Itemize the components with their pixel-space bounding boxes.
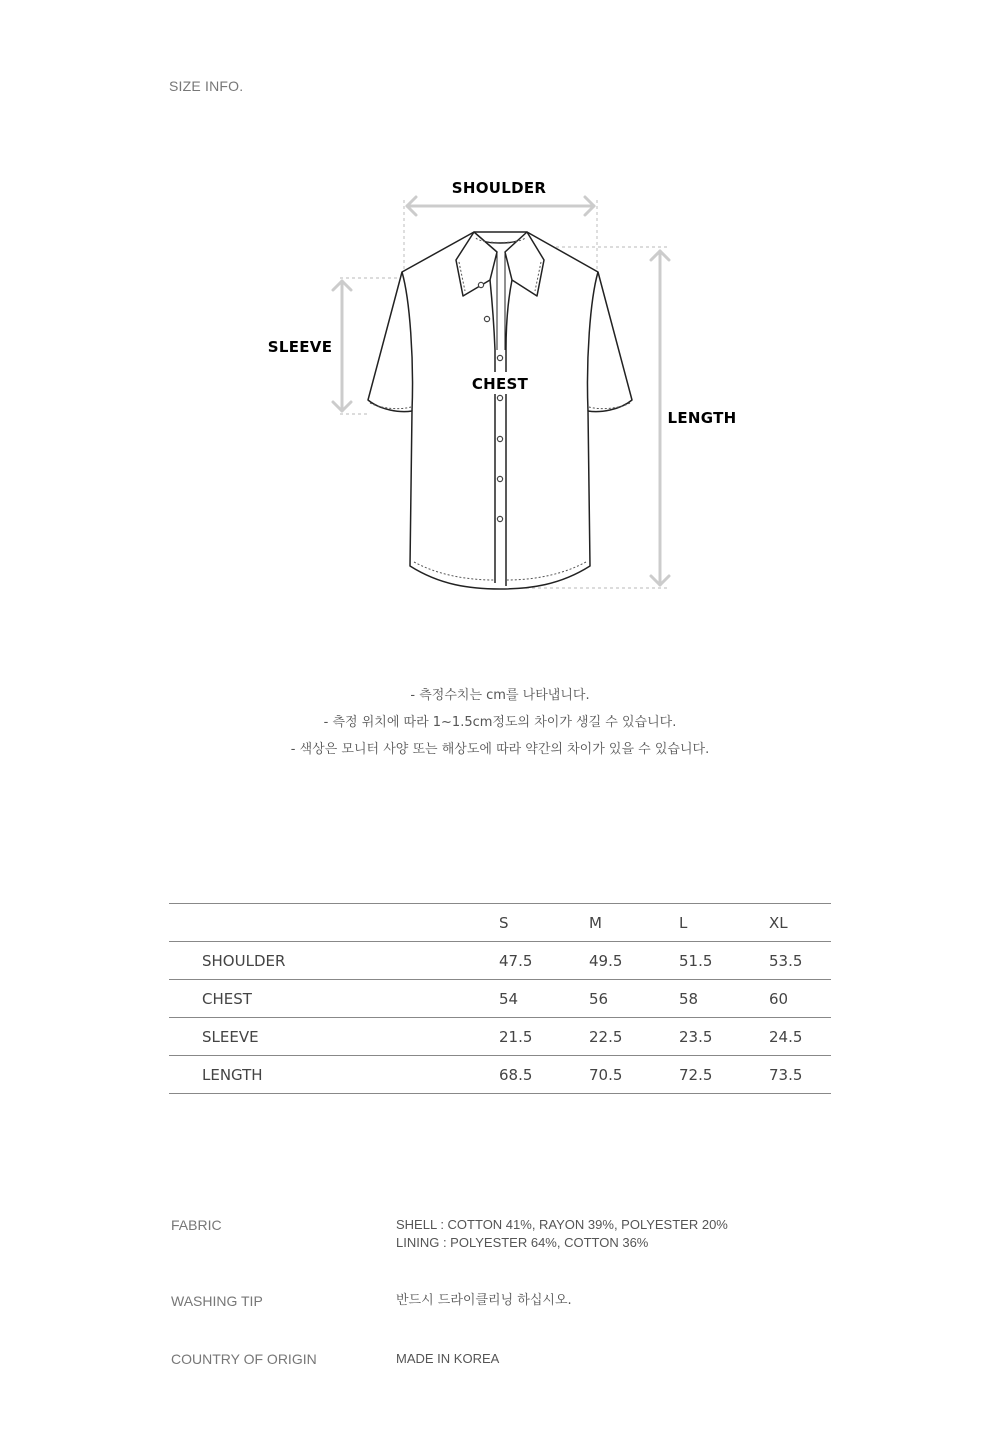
- row-label: CHEST: [202, 989, 252, 1008]
- table-row: [169, 1056, 831, 1094]
- table-cell: 73.5: [769, 1065, 803, 1084]
- table-row: [169, 1018, 831, 1056]
- table-header-row: [169, 904, 831, 942]
- table-cell: 47.5: [499, 951, 533, 970]
- washing-tip-label: WASHING TIP: [171, 1293, 263, 1309]
- fabric-line: LINING : POLYESTER 64%, COTTON 36%: [396, 1235, 649, 1250]
- row-label: SHOULDER: [202, 951, 286, 970]
- country-of-origin-value: MADE IN KOREA: [396, 1351, 500, 1366]
- size-table: [169, 903, 831, 1094]
- column-header: XL: [769, 913, 788, 932]
- column-header: S: [499, 913, 509, 932]
- table-cell: 72.5: [679, 1065, 713, 1084]
- column-header: M: [589, 913, 602, 932]
- row-label: SLEEVE: [202, 1027, 259, 1046]
- note-line: - 색상은 모니터 사양 또는 해상도에 따라 약간의 차이가 있을 수 있습니다.: [290, 742, 710, 757]
- note-line: - 측정 위치에 따라 1~1.5cm정도의 차이가 생길 수 있습니다.: [323, 715, 677, 730]
- column-header: L: [679, 913, 688, 932]
- table-row: [169, 980, 831, 1018]
- shoulder-arrow: [407, 197, 594, 215]
- note-line: - 측정수치는 cm를 나타냅니다.: [410, 688, 590, 703]
- table-cell: 53.5: [769, 951, 803, 970]
- chest-label: CHEST: [471, 375, 529, 393]
- shoulder-label: SHOULDER: [451, 179, 547, 197]
- shirt-outline: [368, 232, 632, 589]
- table-cell: 58: [679, 989, 699, 1008]
- country-of-origin-label: COUNTRY OF ORIGIN: [171, 1351, 317, 1367]
- table-cell: 49.5: [589, 951, 623, 970]
- fabric-value: [396, 1216, 728, 1252]
- table-cell: 23.5: [679, 1027, 713, 1046]
- row-label: LENGTH: [202, 1065, 263, 1084]
- length-label: LENGTH: [667, 409, 737, 427]
- table-cell: 54: [499, 989, 519, 1008]
- table-cell: 22.5: [589, 1027, 623, 1046]
- table-cell: 68.5: [499, 1065, 533, 1084]
- sleeve-label: SLEEVE: [267, 338, 333, 356]
- washing-tip-value: 반드시 드라이클리닝 하십시오.: [396, 1293, 572, 1308]
- table-cell: 21.5: [499, 1027, 533, 1046]
- fabric-label: FABRIC: [171, 1217, 222, 1233]
- page-title: SIZE INFO.: [169, 78, 244, 94]
- table-header-empty: [169, 904, 499, 942]
- table-cell: 24.5: [769, 1027, 803, 1046]
- table-cell: 56: [589, 989, 609, 1008]
- table-cell: 51.5: [679, 951, 713, 970]
- table-cell: 60: [769, 989, 789, 1008]
- length-arrow: [651, 251, 669, 585]
- fabric-line: SHELL : COTTON 41%, RAYON 39%, POLYESTER 20%: [396, 1217, 728, 1232]
- sleeve-arrow: [333, 281, 351, 411]
- table-row: [169, 942, 831, 980]
- measurement-notes: [0, 682, 1000, 763]
- shirt-measurement-diagram: [0, 0, 1000, 620]
- table-cell: 70.5: [589, 1065, 623, 1084]
